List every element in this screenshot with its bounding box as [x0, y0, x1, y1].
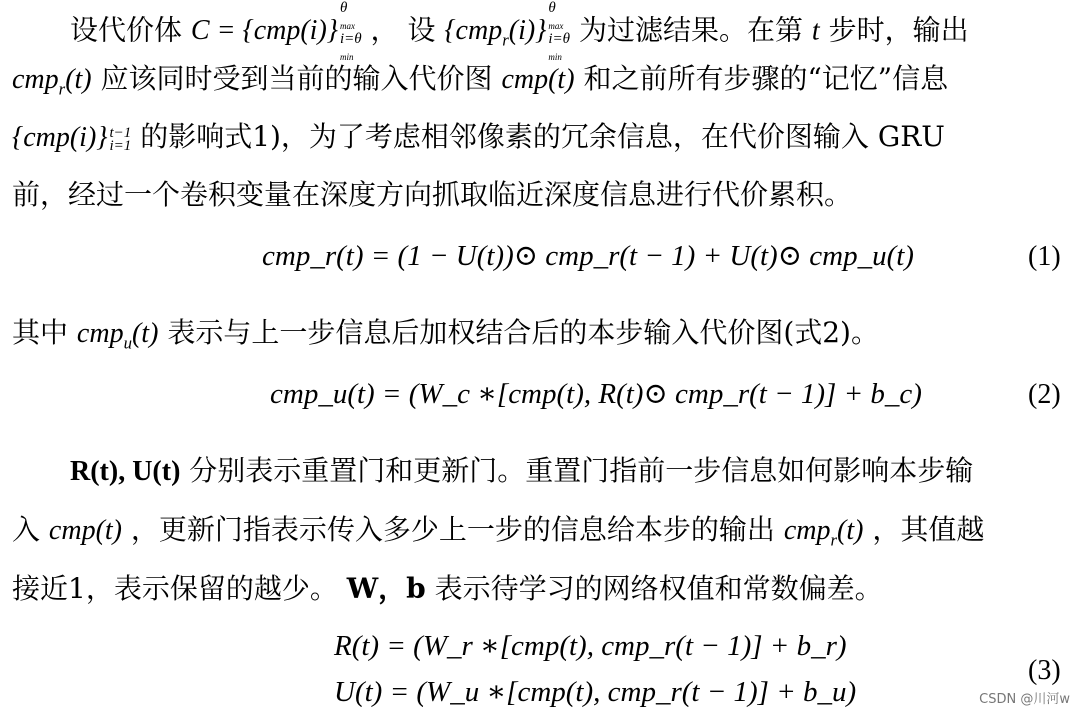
text: 步时，输出 [828, 13, 969, 47]
text: 设代价体 [70, 13, 183, 47]
equation-2-number: (2) [1028, 379, 1061, 410]
paragraph-1-line-2 [12, 62, 948, 107]
math-volume: C = {cmp(i)} θ $_{max}$ i=θ $_{min}$ [190, 0, 362, 62]
math-memory: {cmp(i)} t−1 i=1 [12, 122, 132, 154]
text: 的影响式1)，为了考虑相邻像素的冗余信息，在代价图输入 GRU [140, 120, 945, 153]
text: 表示与上一步信息后加权结合后的本步输入代价图(式2)。 [167, 316, 879, 349]
watermark: CSDN @川河w [979, 692, 1070, 707]
text: ，更新门指表示传入多少上一步的信息给本步的输出 [130, 513, 775, 546]
math-t: t [811, 15, 820, 47]
text: 分别表示重置门和更新门。重置门指前一步信息如何影响本步输 [189, 454, 974, 487]
paragraph-2 [12, 316, 879, 361]
text: 应该同时受到当前的输入代价图 [100, 62, 493, 95]
text: 接近1，表示保留的越少。 [12, 572, 338, 605]
text: 和之前所有步骤的“记忆”信息 [583, 62, 949, 95]
equation-2: cmp_u(t) = (W_c ∗[cmp(t), R(t)⊙ cmp_r(t − 1)] + b_c) [270, 378, 922, 410]
math-filtered: {cmp$_r$(i)} θ $_{max}$ i=θ $_{min}$ [444, 0, 571, 62]
text: 其中 [12, 316, 69, 349]
text: ，其值越 [872, 513, 985, 546]
math-cmp-u: cmp$_u$(t) [76, 318, 159, 353]
equation-1: cmp_r(t) = (1 − U(t))⊙ cmp_r(t − 1) + U(t)⊙ cmp_u(t) [262, 240, 914, 272]
paragraph-3-line-1 [70, 454, 973, 489]
text: 入 [12, 513, 41, 546]
math-cmp: cmp(t) [501, 64, 575, 95]
equation-3-line-1: R(t) = (W_r ∗[cmp(t), cmp_r(t − 1)] + b_r) [334, 630, 847, 662]
equation-3-line-2: U(t) = (W_u ∗[cmp(t), cmp_r(t − 1)] + b_u) [334, 676, 857, 708]
math-cmp-r: cmp$_r$(t) [783, 515, 864, 550]
equation-1-number: (1) [1028, 241, 1061, 272]
math-wb: W，b [346, 572, 426, 605]
text: 为过滤结果。在第 [578, 13, 803, 47]
paragraph-1-line-1 [70, 2, 969, 64]
paragraph-1-line-3 [12, 120, 945, 155]
paragraph-3-line-3 [12, 572, 883, 606]
equation-3-number: (3) [1028, 655, 1061, 686]
text: ， 设 [370, 13, 436, 47]
paragraph-1-line-4: 前，经过一个卷积变量在深度方向抓取临近深度信息进行代价累积。 [12, 178, 853, 211]
text: 表示待学习的网络权值和常数偏差。 [434, 572, 883, 605]
math-cmp-r: cmp$_r$(t) [12, 64, 92, 99]
paragraph-3-line-2 [12, 513, 984, 558]
math-cmp: cmp(t) [48, 515, 122, 546]
math-gates: R(t), U(t) [70, 456, 181, 487]
